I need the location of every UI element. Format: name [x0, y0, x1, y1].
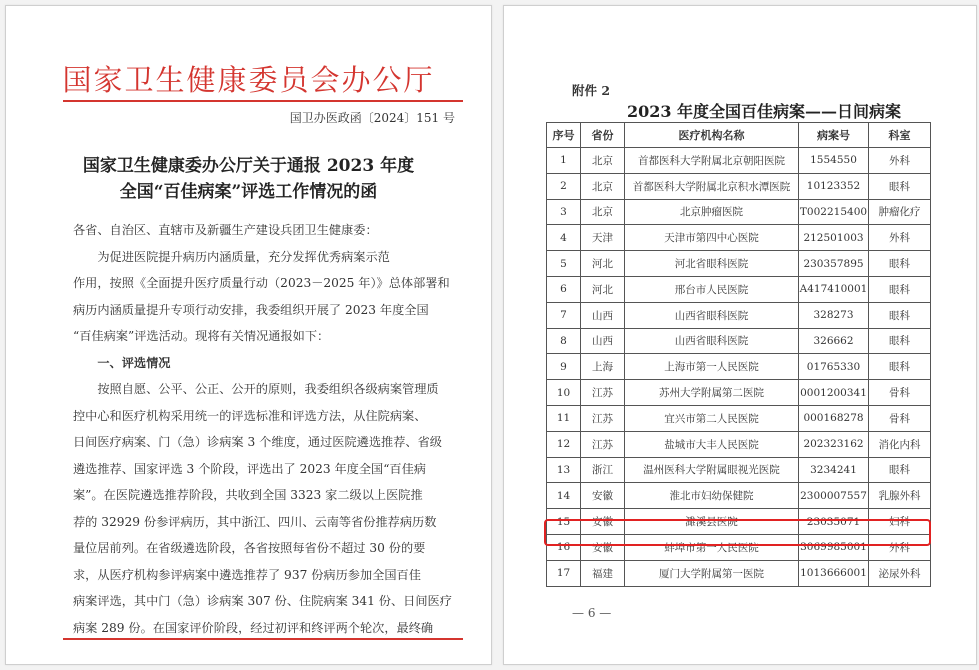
- cell-institution: 厦门大学附属第一医院: [625, 560, 799, 586]
- cell-index: 10: [547, 380, 581, 406]
- cell-department: 外科: [869, 534, 931, 560]
- table-row: [547, 354, 931, 380]
- cell-index: 15: [547, 509, 581, 535]
- table-row: [547, 328, 931, 354]
- body-line: 作用，按照《全面提升医疗质量行动（2023－2025 年）》总体部署和: [73, 276, 450, 290]
- table-row: [547, 251, 931, 277]
- cell-institution: 北京肿瘤医院: [625, 199, 799, 225]
- attachment-label: 附件 2: [572, 83, 611, 98]
- cell-case-number: 01765330: [799, 354, 869, 380]
- cell-department: 眼科: [869, 328, 931, 354]
- cell-province: 山西: [581, 302, 625, 328]
- cell-institution: 山西省眼科医院: [625, 302, 799, 328]
- cell-province: 江苏: [581, 431, 625, 457]
- cell-department: 骨科: [869, 405, 931, 431]
- table-title: 2023 年度全国百佳病案——日间病案: [626, 102, 902, 121]
- table-row: [547, 431, 931, 457]
- cell-department: 乳腺外科: [869, 483, 931, 509]
- cell-department: 妇科: [869, 509, 931, 535]
- body-line: 遴选推荐、国家评选 3 个阶段，评选出了 2023 年度全国“百佳病: [73, 461, 426, 476]
- cell-case-number: A417410001: [799, 276, 869, 302]
- cell-case-number: 328273: [799, 302, 869, 328]
- cell-department: 骨科: [869, 380, 931, 406]
- cell-province: 北京: [581, 148, 625, 174]
- column-header-province: 省份: [581, 123, 625, 148]
- cell-department: 泌尿外科: [869, 560, 931, 586]
- table-row: [547, 199, 931, 225]
- cell-department: 外科: [869, 148, 931, 174]
- cell-department: 眼科: [869, 354, 931, 380]
- cell-case-number: 1013666001: [799, 560, 869, 586]
- table-row: [547, 173, 931, 199]
- cell-department: 眼科: [869, 457, 931, 483]
- cell-department: 眼科: [869, 173, 931, 199]
- cell-department: 外科: [869, 225, 931, 251]
- table-row: [547, 483, 931, 509]
- body-line: 量位居前列。在省级遴选阶段，各省按照每省份不超过 30 份的要: [73, 541, 426, 555]
- cell-index: 8: [547, 328, 581, 354]
- cell-institution: 上海市第一人民医院: [625, 354, 799, 380]
- document-number: 国卫办医政函〔2024〕151 号: [289, 111, 455, 125]
- cell-index: 1: [547, 148, 581, 174]
- cell-province: 安徽: [581, 509, 625, 535]
- cell-institution: 苏州大学附属第二医院: [625, 380, 799, 406]
- cell-case-number: 000168278: [799, 405, 869, 431]
- cell-index: 4: [547, 225, 581, 251]
- cell-index: 14: [547, 483, 581, 509]
- cell-province: 安徽: [581, 483, 625, 509]
- cell-institution: 邢台市人民医院: [625, 276, 799, 302]
- cell-case-number: 202323162: [799, 431, 869, 457]
- cell-province: 江苏: [581, 380, 625, 406]
- body-line: 日间医疗病案、门（急）诊病案 3 个维度，通过医院遴选推荐、省级: [73, 435, 442, 449]
- letterhead: 国家卫生健康委员会办公厅: [62, 63, 435, 97]
- cell-province: 上海: [581, 354, 625, 380]
- cell-department: 消化内科: [869, 431, 931, 457]
- table-row: [547, 405, 931, 431]
- column-header-case-number: 病案号: [799, 123, 869, 148]
- table-row: [547, 457, 931, 483]
- cell-province: 江苏: [581, 405, 625, 431]
- cases-table: [546, 122, 931, 587]
- cell-index: 6: [547, 276, 581, 302]
- table-row: [547, 276, 931, 302]
- document-title: [6, 153, 491, 205]
- cell-province: 北京: [581, 173, 625, 199]
- cell-province: 河北: [581, 276, 625, 302]
- body-line: 病案评选，其中门（急）诊病案 307 份、住院病案 341 份、日间医疗: [73, 594, 452, 608]
- cell-case-number: 326662: [799, 328, 869, 354]
- cell-institution: 濉溪县医院: [625, 509, 799, 535]
- cell-province: 天津: [581, 225, 625, 251]
- cell-department: 眼科: [869, 302, 931, 328]
- cell-department: 眼科: [869, 251, 931, 277]
- table-row: [547, 225, 931, 251]
- body-line: 荐的 32929 份参评病历，其中浙江、四川、云南等省份推荐病历数: [73, 514, 437, 529]
- column-header-index: 序号: [547, 123, 581, 148]
- body-line: 求，从医疗机构参评病案中遴选推荐了 937 份病历参加全国百佳: [73, 567, 421, 582]
- title-line: 全国“百佳病案”评选工作情况的函: [119, 182, 378, 202]
- page-number: — 6 —: [572, 606, 612, 620]
- cell-case-number: 2300007557: [799, 483, 869, 509]
- body-line: 病案 289 份。在国家评价阶段，经过初评和终评两个轮次，最终确: [73, 620, 434, 635]
- body-line: 为促进医院提升病历内涵质量，充分发挥优秀病案示范: [73, 249, 390, 264]
- cell-institution: 淮北市妇幼保健院: [625, 483, 799, 509]
- red-divider-bottom: [63, 638, 463, 640]
- cell-institution: 盐城市大丰人民医院: [625, 431, 799, 457]
- body-line: 病历内涵质量提升专项行动安排，我委组织开展了 2023 年度全国: [73, 302, 429, 317]
- cell-institution: 河北省眼科医院: [625, 251, 799, 277]
- column-header-institution: 医疗机构名称: [625, 123, 799, 148]
- cell-index: 9: [547, 354, 581, 380]
- cell-institution: 温州医科大学附属眼视光医院: [625, 457, 799, 483]
- cell-institution: 宜兴市第二人民医院: [625, 405, 799, 431]
- cell-index: 2: [547, 173, 581, 199]
- cell-case-number: 23035071: [799, 509, 869, 535]
- cell-department: 肿瘤化疗: [869, 199, 931, 225]
- cell-institution: 天津市第四中心医院: [625, 225, 799, 251]
- cell-index: 17: [547, 560, 581, 586]
- cell-case-number: 212501003: [799, 225, 869, 251]
- cell-province: 安徽: [581, 534, 625, 560]
- section-heading: 一、评选情况: [73, 355, 171, 370]
- cell-institution: 山西省眼科医院: [625, 328, 799, 354]
- table-row: [547, 148, 931, 174]
- cell-index: 12: [547, 431, 581, 457]
- body-line: “百佳病案”评选活动。现将有关情况通报如下：: [73, 329, 330, 343]
- cell-index: 7: [547, 302, 581, 328]
- cell-case-number: 10123352: [799, 173, 869, 199]
- cell-case-number: 230357895: [799, 251, 869, 277]
- cell-index: 3: [547, 199, 581, 225]
- cell-index: 11: [547, 405, 581, 431]
- table-header-row: [547, 123, 931, 148]
- cell-province: 山西: [581, 328, 625, 354]
- cell-case-number: 3234241: [799, 457, 869, 483]
- cell-index: 5: [547, 251, 581, 277]
- cell-province: 福建: [581, 560, 625, 586]
- cell-index: 13: [547, 457, 581, 483]
- cell-province: 浙江: [581, 457, 625, 483]
- document-page-left: [5, 5, 492, 665]
- cell-province: 河北: [581, 251, 625, 277]
- cell-institution: 蚌埠市第一人民医院: [625, 534, 799, 560]
- cell-case-number: 3069985001: [799, 534, 869, 560]
- cell-department: 眼科: [869, 276, 931, 302]
- cell-case-number: 1554550: [799, 148, 869, 174]
- cell-institution: 首都医科大学附属北京积水潭医院: [625, 173, 799, 199]
- cell-case-number: T002215400: [799, 199, 869, 225]
- highlight-box: [544, 519, 931, 546]
- cell-index: 16: [547, 534, 581, 560]
- body-line: 按照自愿、公平、公正、公开的原则，我委组织各级病案管理质: [73, 382, 439, 396]
- salutation: 各省、自治区、直辖市及新疆生产建设兵团卫生健康委：: [73, 223, 378, 237]
- cell-case-number: 0001200341: [799, 380, 869, 406]
- title-line: 国家卫生健康委办公厅关于通报 2023 年度: [82, 156, 415, 176]
- table-row: [547, 380, 931, 406]
- column-header-department: 科室: [869, 123, 931, 148]
- body-line: 案”。在医院遴选推荐阶段，共收到全国 3323 家二级以上医院推: [73, 488, 423, 502]
- cell-institution: 首都医科大学附属北京朝阳医院: [625, 148, 799, 174]
- body-line: 控中心和医疗机构采用统一的评选标准和评选方法，从住院病案、: [73, 408, 427, 423]
- document-body: [73, 217, 465, 641]
- cell-province: 北京: [581, 199, 625, 225]
- table-row: [547, 302, 931, 328]
- table-row: [547, 560, 931, 586]
- red-divider-top: [63, 100, 463, 102]
- document-page-right: [503, 5, 977, 665]
